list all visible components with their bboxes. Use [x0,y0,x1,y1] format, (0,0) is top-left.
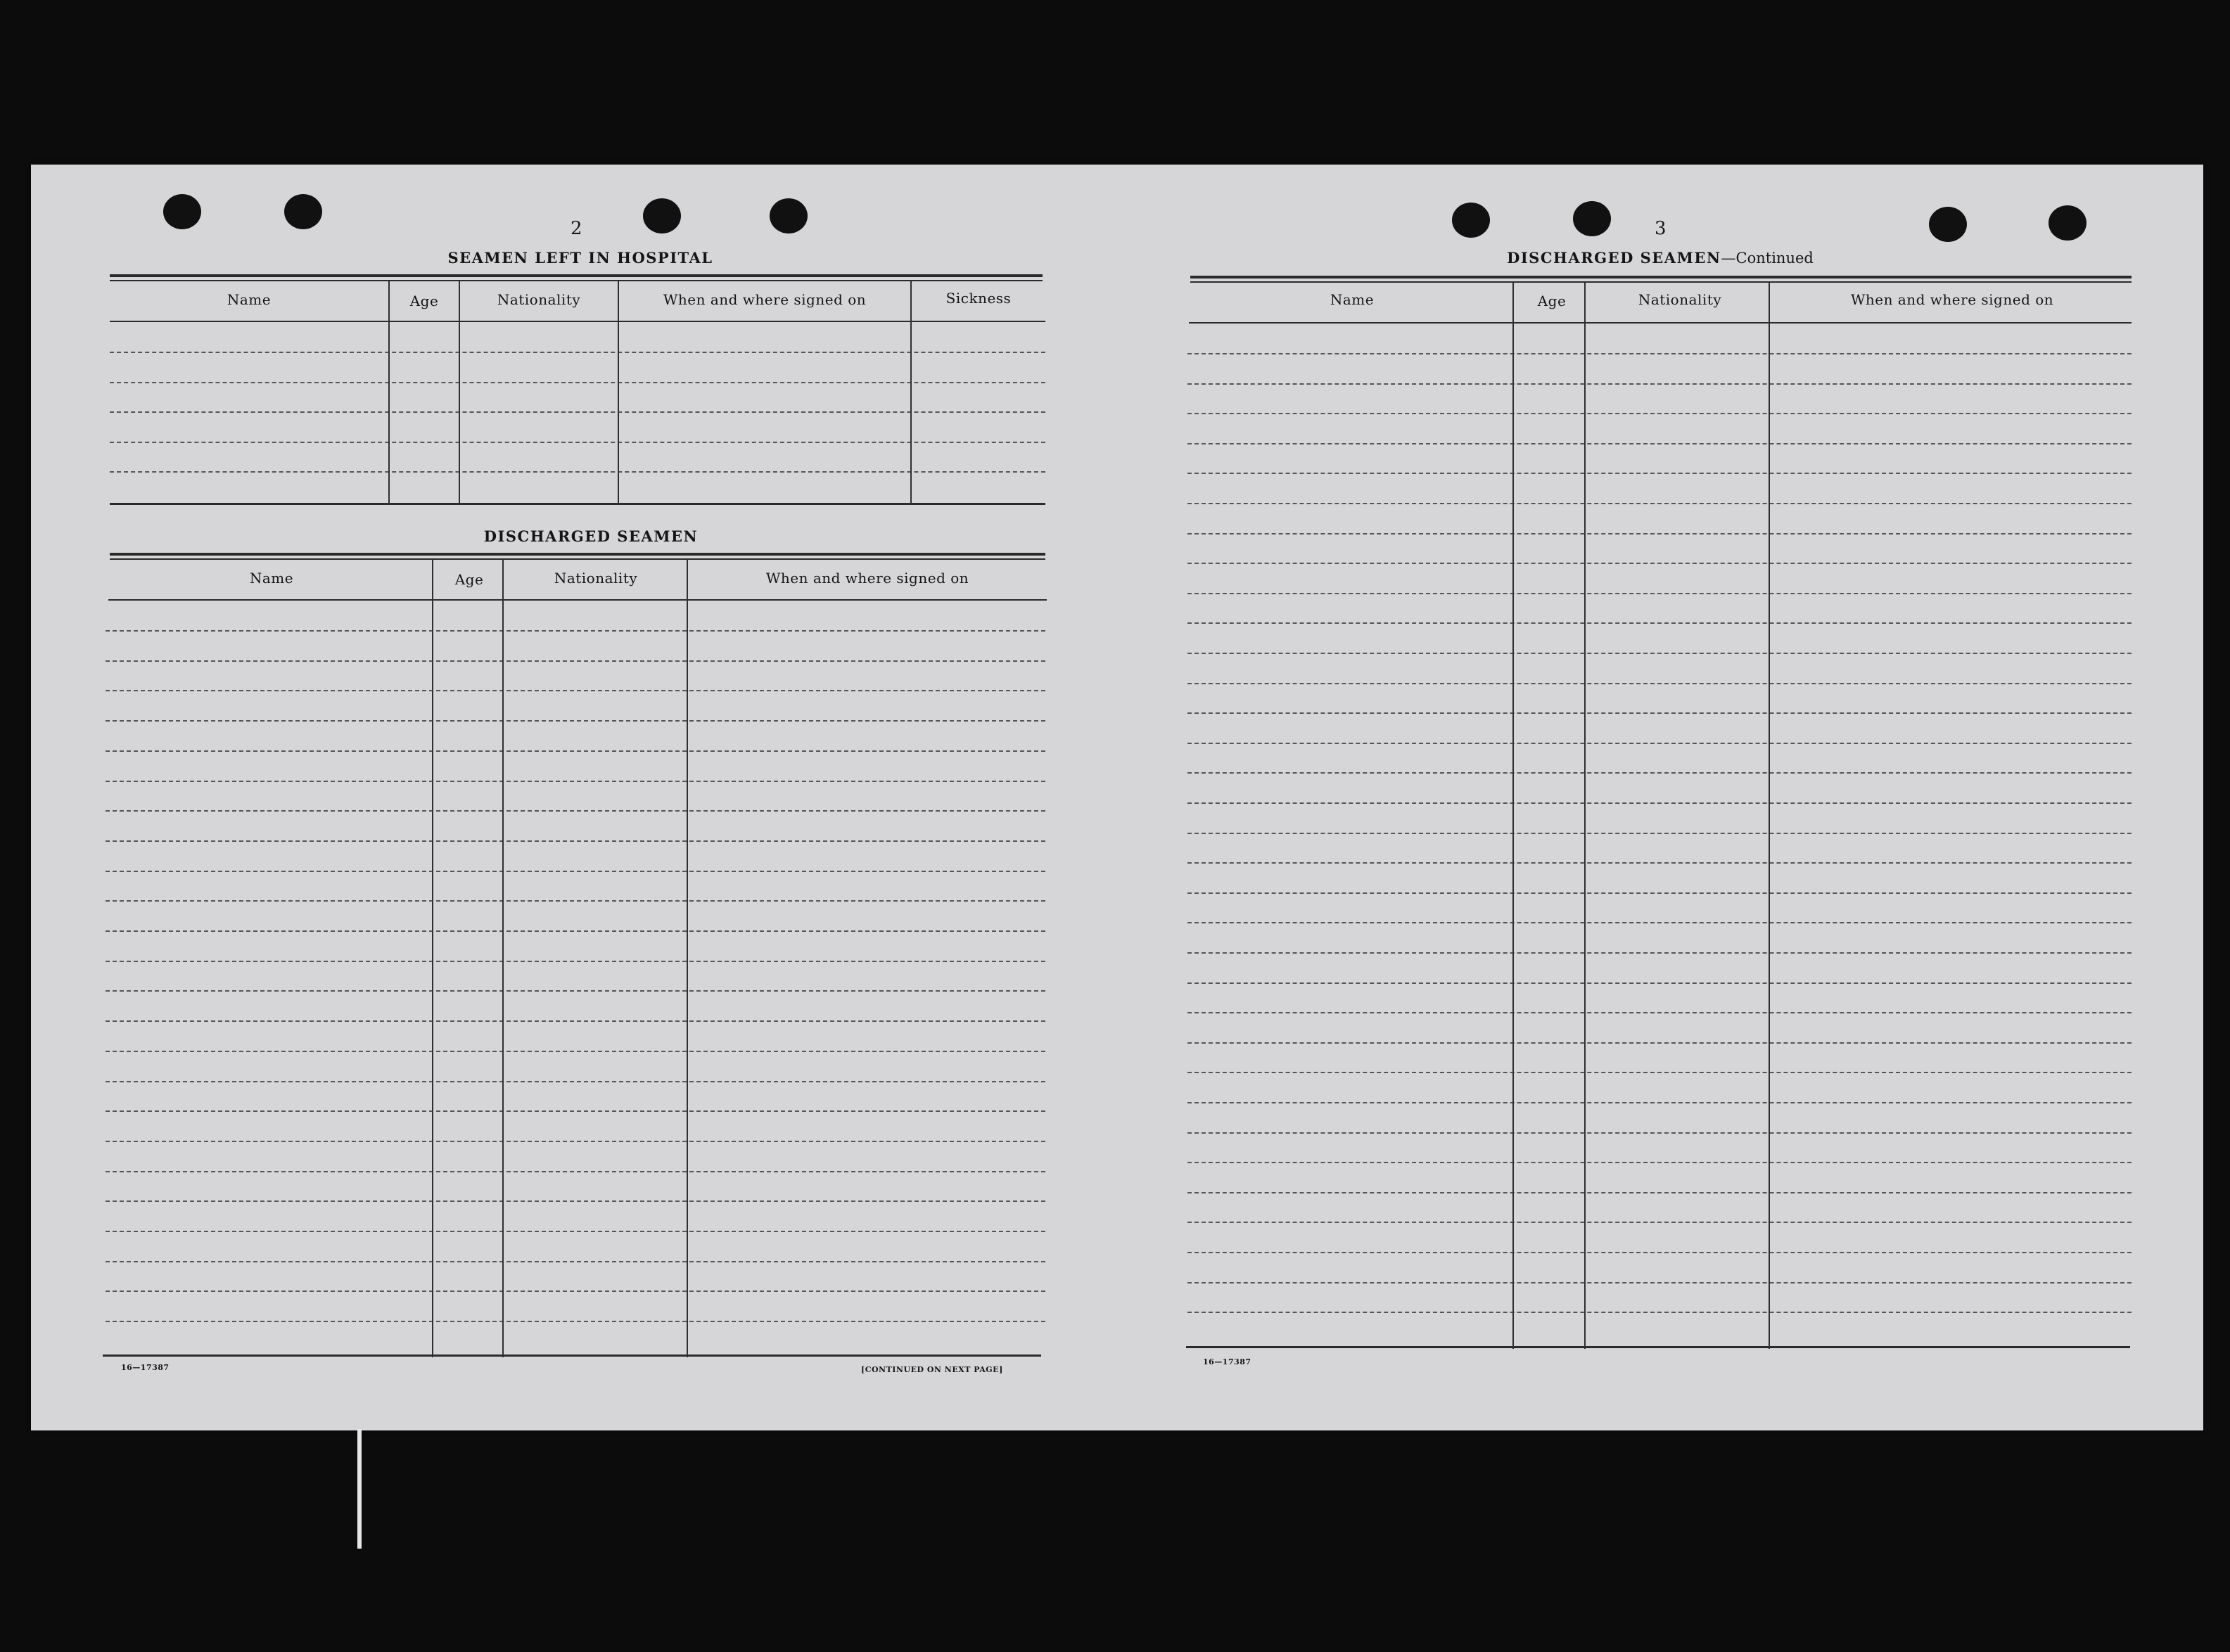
table-row-line [110,471,1045,473]
column-divider [618,281,619,505]
table-row-line [106,810,1045,812]
table-row-line [1187,772,2132,774]
header-underline [1189,322,2132,324]
table-top-rule [110,274,1043,277]
table-row-line [106,961,1045,962]
table-row-line [1187,533,2132,534]
continued-note: [CONTINUED ON NEXT PAGE] [861,1365,1003,1374]
header-underline [108,599,1047,601]
table-top-rule [1190,276,2132,278]
table-row-line [1187,862,2132,864]
page-number-left: 2 [571,218,582,239]
table-row-line [1187,802,2132,804]
table-row-line [106,990,1045,992]
punch-hole [770,198,808,233]
table-row-line [1187,653,2132,654]
table-row-line [106,1321,1045,1322]
table-row-line [1187,1162,2132,1163]
punch-hole [1452,203,1490,238]
table-top-rule [110,558,1045,560]
table-row-line [106,1110,1045,1112]
section-title-discharged: DISCHARGED SEAMEN [483,527,699,545]
column-divider [432,560,433,1357]
table-row-line [106,1141,1045,1142]
table-row-line [1187,622,2132,624]
table-row-line [106,1020,1045,1022]
column-divider [1584,283,1586,1349]
table-row-line [110,442,1045,443]
column-header-name: Name [227,291,272,308]
table-row-line [1187,922,2132,923]
table-row-line [110,352,1045,353]
column-header-age: Age [454,571,484,588]
column-header-nationality: Nationality [1638,291,1722,308]
table-row-line [1187,473,2132,474]
table-row-line [106,781,1045,782]
table-bottom-rule [110,503,1045,505]
column-divider [502,560,504,1357]
table-row-line [1187,1132,2132,1134]
header-underline [110,321,1045,322]
table-row-line [1187,683,2132,684]
punch-hole [1573,201,1611,236]
table-row-line [1187,1102,2132,1103]
table-bottom-rule [1186,1346,2130,1348]
section-title-hospital: SEAMEN LEFT IN HOSPITAL [447,249,713,267]
section-title-continued [1435,249,1885,267]
punch-hole [284,194,322,229]
punch-hole [163,194,201,229]
column-header-name: Name [249,570,294,587]
form-sheet [31,165,2203,1430]
section-title-suffix: —Continued [1721,250,1814,267]
table-row-line [106,690,1045,691]
table-row-line [1187,982,2132,984]
table-row-line [1187,383,2132,385]
section-title-text: DISCHARGED SEAMEN [1507,249,1721,267]
punch-hole [643,198,681,233]
column-header-nationality: Nationality [497,291,581,308]
column-header-signed-on: When and where signed on [765,570,969,587]
table-row-line [1187,353,2132,354]
table-row-line [106,1081,1045,1082]
table-row-line [1187,1252,2132,1253]
table-row-line [1187,1072,2132,1073]
table-row-line [1187,1312,2132,1313]
table-row-line [106,720,1045,722]
table-row-line [1187,833,2132,834]
table-row-line [106,1261,1045,1262]
table-row-line [1187,1012,2132,1013]
table-row-line [106,900,1045,902]
table-row-line [106,930,1045,932]
tape-strip [357,1429,362,1549]
column-header-nationality: Nationality [554,570,638,587]
table-row-line [1187,712,2132,714]
table-row-line [1187,743,2132,744]
column-divider [1769,283,1770,1349]
punch-hole [2049,205,2086,241]
table-bottom-rule [103,1355,1041,1357]
table-top-rule [110,553,1045,556]
table-row-line [106,1051,1045,1052]
table-row-line [106,1200,1045,1202]
table-row-line [106,750,1045,752]
table-row-line [106,630,1045,632]
table-row-line [1187,1222,2132,1223]
table-top-rule [1190,281,2132,283]
table-row-line [106,1291,1045,1292]
punch-hole [1929,207,1967,242]
column-header-age: Age [409,293,439,309]
column-header-name: Name [1330,291,1375,308]
table-row-line [106,871,1045,872]
column-header-signed-on: When and where signed on [663,291,867,308]
form-number-right: 16—17387 [1203,1357,1251,1366]
table-row-line [1187,952,2132,954]
column-divider [687,560,688,1357]
page-number-right: 3 [1655,218,1667,239]
table-row-line [106,660,1045,662]
table-row-line [1187,892,2132,894]
table-top-rule [110,280,1043,281]
table-row-line [1187,503,2132,504]
column-divider [459,281,460,505]
table-row-line [106,1171,1045,1172]
column-divider [1512,283,1514,1349]
table-row-line [1187,593,2132,594]
table-row-line [110,382,1045,383]
column-header-sickness: Sickness [945,290,1012,307]
column-divider [910,281,912,505]
form-number-left: 16—17387 [121,1363,170,1372]
table-row-line [110,411,1045,413]
table-row-line [1187,1192,2132,1193]
table-row-line [1187,443,2132,444]
column-header-age: Age [1537,293,1567,309]
table-row-line [106,840,1045,842]
table-row-line [1187,1042,2132,1044]
table-row-line [1187,563,2132,564]
column-divider [388,281,390,505]
table-row-line [1187,1282,2132,1283]
table-row-line [1187,413,2132,414]
table-row-line [106,1231,1045,1232]
column-header-signed-on: When and where signed on [1850,291,2054,308]
